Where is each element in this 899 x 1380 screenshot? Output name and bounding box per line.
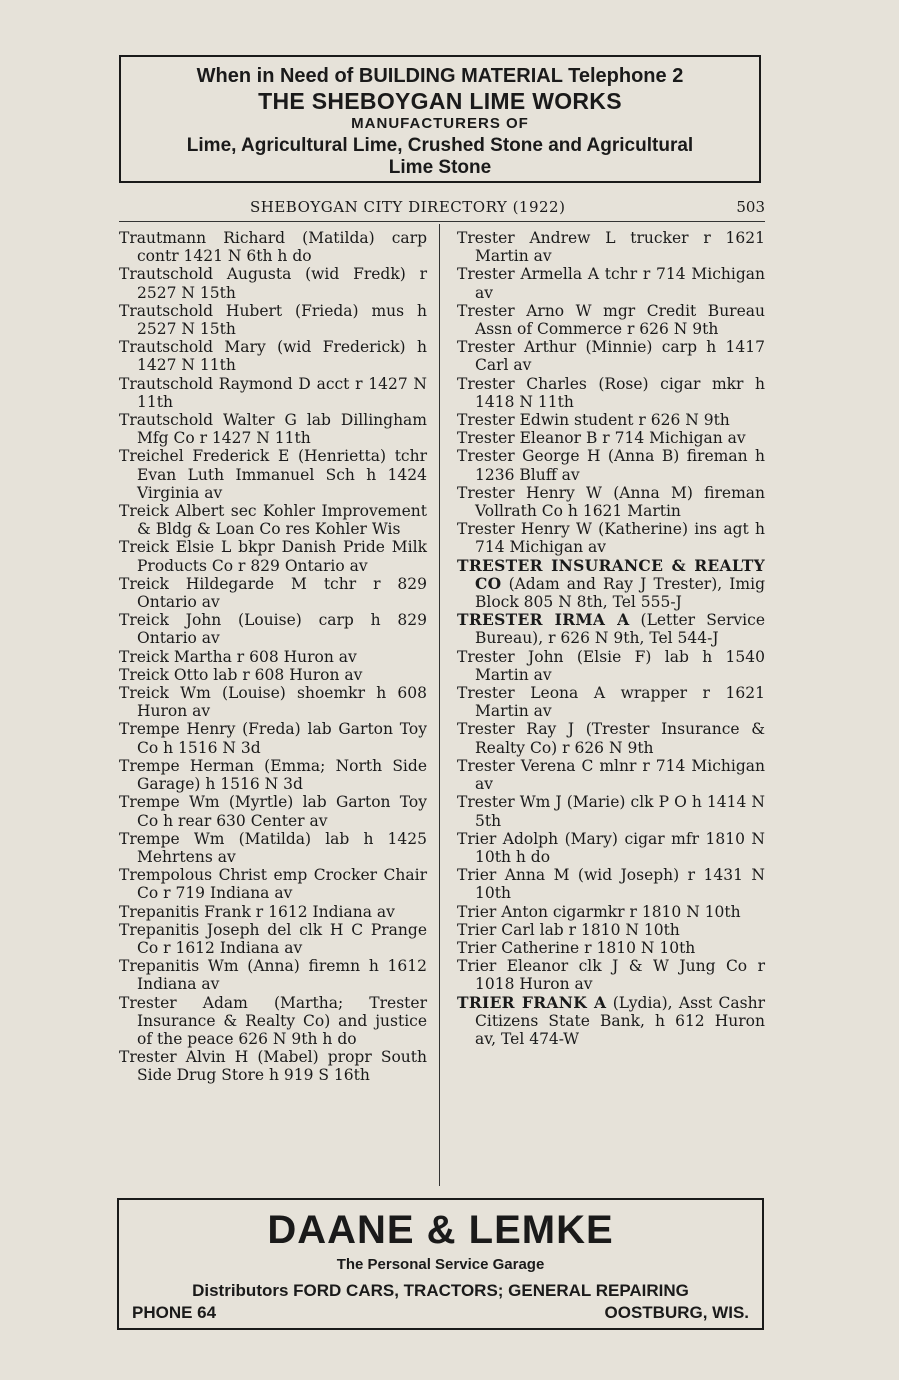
directory-entry (119, 538, 427, 574)
directory-entry (457, 375, 765, 411)
entry-text: Trester Verena C mlnr r 714 Michigan av (457, 756, 765, 794)
entry-text: Trester Eleanor B r 714 Michigan av (457, 429, 746, 448)
page-number: 503 (736, 198, 765, 216)
directory-entry (457, 484, 765, 520)
directory-entry (119, 265, 427, 301)
ad-top-line-1: When in Need of BUILDING MATERIAL Telephone 2 (196, 65, 684, 87)
entry-text: Trester Ray J (Trester Insurance & Realty Co) r 626 N 9th (457, 720, 765, 757)
header-rule (119, 221, 765, 222)
ad-bottom-services: Distributors FORD CARS, TRACTORS; GENERAL REPAIRING (192, 1281, 689, 1300)
directory-entry (457, 720, 765, 756)
directory-entry (119, 720, 427, 756)
directory-entry (119, 866, 427, 902)
entry-bold-name: TRIER FRANK A (457, 992, 607, 1012)
entry-text: Trester Wm J (Marie) clk P O h 1414 N 5th (457, 793, 765, 830)
entry-text: Trier Anna M (wid Joseph) r 1431 N 10th (457, 866, 765, 903)
entry-text: Trier Eleanor clk J & W Jung Co r 1018 Huron av (457, 957, 765, 994)
entry-text: Trepanitis Joseph del clk H C Prange Co r 1612 Indiana av (119, 920, 427, 957)
entry-text: Trester Arno W mgr Credit Bureau Assn of Commerce r 626 N 9th (457, 301, 765, 339)
entry-text: Trester George H (Anna B) fireman h 1236 Bluff av (457, 447, 765, 484)
entry-text: Trepanitis Wm (Anna) firemn h 1612 Indiana av (119, 957, 427, 994)
ad-top-line-4: Lime, Agricultural Lime, Crushed Stone and Agricultural (186, 135, 694, 156)
entry-text: Trempe Henry (Freda) lab Garton Toy Co h 1516 N 3d (119, 720, 427, 757)
directory-entry (119, 229, 427, 265)
entry-text: Treick Hildegarde M tchr r 829 Ontario av (119, 574, 427, 612)
entry-text: Trier Anton cigarmkr r 1810 N 10th (457, 902, 741, 921)
directory-entry (457, 520, 765, 556)
ad-bottom-tagline: The Personal Service Garage (336, 1256, 545, 1273)
directory-entry (457, 265, 765, 301)
directory-entry (457, 866, 765, 902)
directory-entry (457, 648, 765, 684)
entry-text: Trester Charles (Rose) cigar mkr h 1418 N 11th (457, 374, 765, 411)
directory-entry (119, 994, 427, 1049)
directory-entry (457, 411, 765, 429)
entry-text: Treichel Frederick E (Henrietta) tchr Evan Luth Immanuel Sch h 1424 Virginia av (119, 447, 427, 502)
directory-entry (457, 939, 765, 957)
directory-entry (457, 302, 765, 338)
top-advertisement (119, 55, 761, 183)
entry-text: Trester John (Elsie F) lab h 1540 Martin av (457, 647, 765, 684)
ad-bottom-contact-row (119, 1302, 762, 1324)
entry-text: Trautschold Hubert (Frieda) mus h 2527 N 15th (119, 301, 427, 339)
directory-entry (119, 411, 427, 447)
ad-bottom-location: OOSTBURG, WIS. (604, 1303, 749, 1322)
entry-text: Trester Henry W (Anna M) fireman Vollrath Co h 1621 Martin (457, 483, 765, 521)
directory-entry (119, 793, 427, 829)
entry-bold-name: TRESTER INSURANCE & REALTY CO (457, 555, 765, 593)
entry-bold-name: TRESTER IRMA A (457, 610, 630, 630)
entry-text: Trempe Wm (Myrtle) lab Garton Toy Co h rear 630 Center av (119, 793, 427, 830)
directory-entry (119, 648, 427, 666)
directory-entry (457, 903, 765, 921)
entry-text: Trester Arthur (Minnie) carp h 1417 Carl av (457, 338, 765, 375)
ad-bottom-phone: PHONE 64 (132, 1303, 217, 1322)
directory-entry (119, 757, 427, 793)
directory-entry (119, 684, 427, 720)
entry-text: Trier Carl lab r 1810 N 10th (457, 920, 680, 939)
directory-entry (119, 957, 427, 993)
entry-text: Trier Catherine r 1810 N 10th (457, 938, 696, 957)
directory-entry (457, 338, 765, 374)
directory-entry (119, 338, 427, 374)
entry-text: Trester Henry W (Katherine) ins agt h 714 Michigan av (457, 520, 765, 557)
directory-entry (457, 447, 765, 483)
entry-text: Trester Alvin H (Mabel) propr South Side Drug Store h 919 S 16th (119, 1048, 427, 1085)
ad-bottom-company-name: DAANE & LEMKE (267, 1208, 614, 1252)
directory-entry (119, 1048, 427, 1084)
entry-text: Trester Armella A tchr r 714 Michigan av (457, 265, 765, 302)
entry-text: Treick Martha r 608 Huron av (119, 647, 357, 666)
entry-text: Treick Albert sec Kohler Improvement & Bldg & Loan Co res Kohler Wis (119, 502, 427, 539)
directory-entry (457, 429, 765, 447)
entry-text: (Letter Service Bureau), r 626 N 9th, Tel 544-J (475, 611, 765, 648)
directory-entry (457, 757, 765, 793)
entry-text: Trempe Herman (Emma; North Side Garage) h 1516 N 3d (119, 756, 427, 794)
directory-entry (457, 611, 765, 647)
ad-top-line-3: MANUFACTURERS OF (351, 115, 529, 132)
entry-text: (Adam and Ray J Trester), Imig Block 805 N 8th, Tel 555-J (475, 574, 765, 612)
entry-text: Treick Elsie L bkpr Danish Pride Milk Products Co r 829 Ontario av (119, 538, 427, 575)
directory-entry (119, 302, 427, 338)
directory-entry (119, 447, 427, 502)
entry-text: Trautschold Augusta (wid Fredk) r 2527 N 15th (119, 265, 427, 302)
directory-entry (119, 666, 427, 684)
directory-entry (457, 557, 765, 612)
entry-text: Trautschold Mary (wid Frederick) h 1427 N 11th (119, 338, 427, 375)
entry-text: Treick Otto lab r 608 Huron av (119, 665, 363, 684)
directory-entry (119, 611, 427, 647)
entry-text: Trester Leona A wrapper r 1621 Martin av (457, 684, 765, 721)
ad-top-company-name: THE SHEBOYGAN LIME WORKS (258, 88, 622, 114)
directory-entry (457, 229, 765, 265)
entry-text: Trier Adolph (Mary) cigar mfr 1810 N 10th h do (457, 829, 765, 866)
left-column (119, 229, 427, 1085)
directory-entry (457, 994, 765, 1049)
directory-entry (119, 921, 427, 957)
directory-entry (119, 502, 427, 538)
bottom-advertisement (117, 1198, 764, 1330)
directory-entry (457, 793, 765, 829)
entry-text: Trepanitis Frank r 1612 Indiana av (119, 902, 395, 921)
directory-entry (457, 921, 765, 939)
entry-text: Treick Wm (Louise) shoemkr h 608 Huron av (119, 684, 427, 721)
directory-entry (457, 957, 765, 993)
directory-entry (119, 830, 427, 866)
ad-top-line-5: Lime Stone (388, 157, 492, 178)
directory-entry (119, 375, 427, 411)
entry-text: Trautmann Richard (Matilda) carp contr 1421 N 6th h do (119, 229, 427, 266)
entry-text: Trautschold Walter G lab Dillingham Mfg Co r 1427 N 11th (119, 411, 427, 448)
directory-entry (119, 575, 427, 611)
entry-text: Trautschold Raymond D acct r 1427 N 11th (119, 374, 427, 411)
entry-text: Trempolous Christ emp Crocker Chair Co r 719 Indiana av (119, 866, 427, 903)
directory-entry (457, 830, 765, 866)
entry-text: Trempe Wm (Matilda) lab h 1425 Mehrtens av (119, 829, 427, 866)
directory-title: SHEBOYGAN CITY DIRECTORY (1922) (250, 198, 566, 216)
entry-text: Trester Adam (Martha; Trester Insurance & Realty Co) and justice of the peace 626 N 9th h do (119, 993, 427, 1048)
entry-text: (Lydia), Asst Cashr Citizens State Bank, h 612 Huron av, Tel 474-W (475, 993, 765, 1048)
entry-text: Trester Andrew L trucker r 1621 Martin av (457, 229, 765, 266)
column-divider (439, 224, 440, 1186)
directory-entry (457, 684, 765, 720)
entry-text: Treick John (Louise) carp h 829 Ontario av (119, 611, 427, 648)
entry-text: Trester Edwin student r 626 N 9th (457, 411, 730, 430)
right-column (457, 229, 765, 1048)
directory-entry (119, 903, 427, 921)
